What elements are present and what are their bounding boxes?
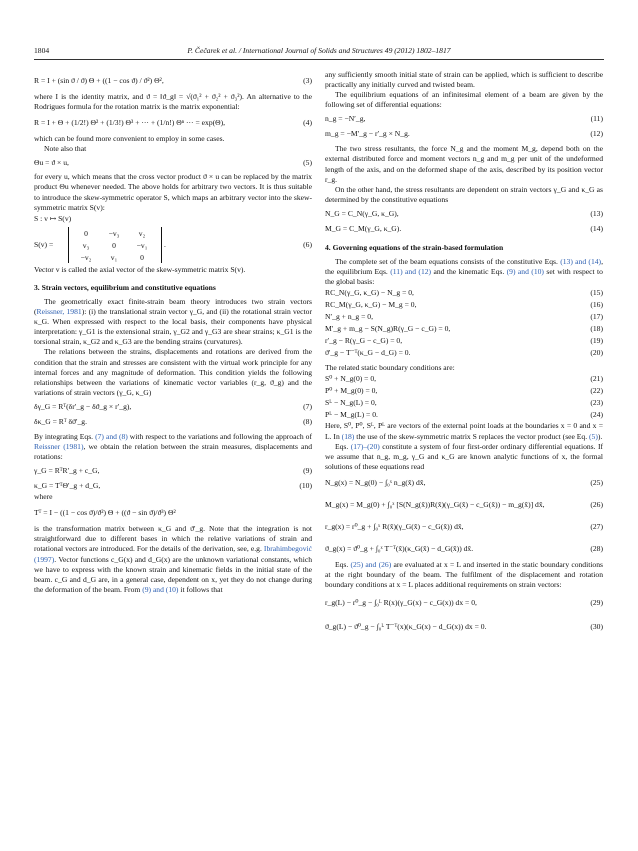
equation-7 bbox=[34, 398, 312, 416]
equation-expression: RC_M(γ_G, κ_G) − M_g = 0, bbox=[325, 300, 417, 310]
citation-link[interactable]: Reissner, 1981 bbox=[36, 307, 82, 317]
text: The geometrically exact finite-strain beam theory introduces two strain vectors ( bbox=[34, 296, 312, 317]
equation-expression: r_g(x) = r⁰_g + ∫₀ˣ R(x̃)(γ_G(x̃) − c_G(x̃)) dx̃, bbox=[325, 521, 464, 531]
equation-30 bbox=[325, 616, 603, 638]
paragraph: The related static boundary conditions are: bbox=[325, 363, 455, 373]
equation-25 bbox=[325, 472, 603, 494]
matrix-cell: 0 bbox=[140, 252, 144, 262]
equation-expression: M_g(x) = M_g(0) + ∫₀ˣ [S(N_g(x̃))R(x̃)(γ_G(x̃) − c_G(x̃)) − m_g(x̃)] dx̃, bbox=[325, 499, 545, 509]
equation-number: (3) bbox=[303, 76, 312, 85]
paragraph: On the other hand, the stress resultants are dependent on strain vectors γ_G and κ_G as determined by the constitutive equations bbox=[325, 184, 603, 204]
paragraph bbox=[34, 524, 312, 595]
matrix-cell: v₃ bbox=[82, 240, 90, 250]
equation-expression: S : v ↦ S(v) bbox=[34, 213, 72, 223]
equation-23 bbox=[325, 397, 603, 409]
equation-link[interactable]: (17)–(20) bbox=[350, 441, 380, 451]
text: , we obtain the relation between the strain measures, displacements and rotations: bbox=[34, 441, 313, 462]
citation-link[interactable]: Ibrahimbegović (1997) bbox=[34, 544, 312, 564]
equation-expression: P⁰ + M_g(0) = 0, bbox=[325, 386, 378, 396]
section-heading: 4. Governing equations of the strain-based formulation bbox=[325, 242, 504, 252]
equation-number: (26) bbox=[590, 499, 603, 509]
matrix-cell: −v₂ bbox=[80, 252, 92, 262]
equation-number: (15) bbox=[590, 288, 603, 298]
equation-number: (25) bbox=[590, 477, 603, 487]
equation-number: (17) bbox=[590, 312, 603, 322]
equation-expression: δγ_G = Rᵀ(δr′_g − δϑ_g × r′_g), bbox=[34, 401, 132, 411]
equation-18 bbox=[325, 323, 603, 335]
equation-link[interactable]: (9) and (10) bbox=[506, 267, 544, 277]
equation-28 bbox=[325, 538, 603, 560]
equation-expression: r′_g − R(γ_G − c_G) = 0, bbox=[325, 336, 403, 346]
equation-number: (30) bbox=[590, 622, 603, 632]
equation-expression: Sᴸ − N_g(L) = 0, bbox=[325, 398, 377, 408]
equation-21 bbox=[325, 373, 603, 385]
right-column bbox=[325, 70, 603, 638]
equation-link[interactable]: (9) and (10) bbox=[142, 584, 179, 594]
equation-expression: Pᴸ − M_g(L) = 0. bbox=[325, 410, 378, 420]
equation-expression: R = I + Θ + (1/2!) Θ² + (1/3!) Θ³ + ··· + (1/n!) Θⁿ ··· = exp(Θ), bbox=[34, 118, 226, 128]
equation-expression: κ_G = TᵀΘ′_g + d_G, bbox=[34, 481, 101, 491]
equation-link[interactable]: (7) and (8) bbox=[95, 431, 128, 441]
equation-number: (22) bbox=[590, 386, 603, 396]
equation-link[interactable]: (18) bbox=[341, 431, 355, 441]
paragraph bbox=[325, 560, 603, 590]
equation-17 bbox=[325, 311, 603, 323]
paragraph: where I is the identity matrix, and ϑ = ‖ϑ_g‖ = √(ϑ₁² + ϑ₂² + ϑ₃²). An alternative to the Rodrigues formula for the rotation matrix is the matrix exponential: bbox=[34, 92, 312, 112]
text: Here, S⁰, P⁰, Sᴸ, Pᴸ are vectors of the external point loads at the boundaries x = 0 and x = L. In bbox=[325, 421, 603, 441]
paragraph: for every u, which means that the cross vector product ϑ × u can be replaced by the matrix product Θu whenever needed. The above holds for arbitrary two vectors. It is thus suitable to introduce the skew-symmetric operator S, which maps an arbitrary vector into the skew-symmetric matrix S(v): bbox=[34, 172, 312, 212]
equation-15 bbox=[325, 287, 603, 299]
text: By integrating Eqs. bbox=[34, 431, 96, 441]
text: constitute a system of four first-order ordinary differential equations. If we assume that n_g, m_g, γ_G and κ_G are known analytic functions of x, the formal solutions of these equations read bbox=[325, 441, 603, 471]
equation-4 bbox=[34, 112, 312, 134]
text: set with respect to the global basis: bbox=[325, 267, 603, 287]
equation-number: (19) bbox=[590, 336, 603, 346]
equation-number: (29) bbox=[590, 598, 603, 608]
equation-number: (14) bbox=[590, 223, 603, 233]
equation-expression: ϑ′_g − T⁻ᵀ(κ_G − d_G) = 0. bbox=[325, 348, 411, 358]
equation-number: (7) bbox=[303, 401, 312, 411]
running-head: P. Čečarek et al. / International Journal of Solids and Structures 49 (2012) 1802–1817 bbox=[187, 46, 451, 55]
equation-number: (12) bbox=[590, 129, 603, 139]
equation-number: (27) bbox=[590, 521, 603, 531]
equation-number: (18) bbox=[590, 324, 603, 334]
equation-12 bbox=[325, 128, 603, 140]
text: it follows that bbox=[178, 584, 223, 594]
equation-expression: δκ_G = Rᵀ δϑ′_g. bbox=[34, 416, 87, 426]
paragraph bbox=[325, 257, 603, 287]
matrix-cell: v₁ bbox=[110, 252, 118, 262]
equation-24 bbox=[325, 409, 603, 421]
matrix-row bbox=[72, 228, 156, 240]
running-header bbox=[34, 46, 604, 60]
matrix-tail: . bbox=[164, 239, 166, 249]
equation-expression: RC_N(γ_G, κ_G) − N_g = 0, bbox=[325, 288, 414, 298]
paragraph bbox=[325, 442, 603, 472]
equation-number: (24) bbox=[590, 410, 603, 420]
text: are evaluated at x = L and inserted in the static boundary conditions at the right boundary of the beam. The fulfilment of the displacement and rotation boundary conditions at x = L places additional requirements on strain vectors: bbox=[325, 559, 603, 590]
equation-9 bbox=[34, 462, 312, 480]
equation-link[interactable]: (13) and (14) bbox=[560, 257, 602, 267]
equation-expression: N_G = C_N(γ_G, κ_G), bbox=[325, 208, 399, 218]
equation-expression: Tᵀ = I − ((1 − cos ϑ)/ϑ²) Θ + ((ϑ − sin ϑ)/ϑ³) Θ² bbox=[34, 508, 176, 518]
matrix-row bbox=[72, 252, 156, 264]
paragraph: which can be found more convenient to employ in some cases. bbox=[34, 134, 225, 144]
equation-expression: m_g = −M′_g − r′_g × N_g. bbox=[325, 129, 410, 139]
equation-8 bbox=[34, 416, 312, 428]
equation-expression: M_G = C_M(γ_G, κ_G). bbox=[325, 223, 402, 233]
text: is the transformation matrix between κ_G and ϑ′_g. Note that the integration is not straightforward due to different bases in which the relative variations of strain and rotational vectors are introduced. For the details of the derivation, see, e.g. bbox=[34, 524, 312, 554]
equation-expression: N′_g + n_g = 0, bbox=[325, 312, 373, 322]
text: The complete set of the beam equations consists of the constitutive Eqs. bbox=[335, 257, 561, 267]
paragraph: The relations between the strains, displacements and rotations are derived from the condition that the strain and stresses are consistent with the virtual work principle for any internal forces and any magnitude of deformation. This condition yields the following relationships between the variations of kinematic vector variables (r_g, ϑ_g) and the variations of strain vectors (γ_G, κ_G) bbox=[34, 347, 312, 397]
equation-20 bbox=[325, 347, 603, 359]
text: the use of the skew-symmetric matrix S replaces the vector product (see Eq. bbox=[354, 431, 590, 441]
matrix-label: S(v) = bbox=[34, 239, 54, 249]
equation-expression: N_g(x) = N_g(0) − ∫₀ˣ n_g(x̃) dx̃, bbox=[325, 477, 426, 487]
paragraph: any sufficiently smooth initial state of strain can be applied, which is sufficient to describe practically any initially curved and twisted beam. bbox=[325, 70, 603, 90]
paragraph: Note also that bbox=[44, 144, 87, 154]
equation-16 bbox=[325, 299, 603, 311]
equation-13 bbox=[325, 205, 603, 223]
matrix-row bbox=[72, 240, 156, 252]
equation-expression: M′_g + m_g − S(N_g)R(γ_G − c_G) = 0, bbox=[325, 324, 451, 334]
equation-number: (4) bbox=[303, 118, 312, 128]
equation-10 bbox=[34, 480, 312, 492]
equation-number: (8) bbox=[303, 416, 312, 426]
equation-19 bbox=[325, 335, 603, 347]
equation-29 bbox=[325, 590, 603, 616]
equation-6 bbox=[34, 225, 312, 265]
equation-expression: n_g = −N′_g, bbox=[325, 114, 366, 124]
text: Eqs. bbox=[335, 559, 351, 569]
equation-number: (6) bbox=[303, 239, 312, 249]
matrix-cell: 0 bbox=[84, 228, 88, 238]
left-column bbox=[34, 70, 312, 595]
equation-expression: R = I + (sin ϑ / ϑ) Θ + ((1 − cos ϑ) / ϑ²) Θ², bbox=[34, 76, 164, 85]
text: with respect to the variations and following the approach of bbox=[127, 431, 312, 441]
matrix-cell: 0 bbox=[112, 240, 116, 250]
equation-number: (11) bbox=[590, 114, 603, 124]
section-heading: 3. Strain vectors, equilibrium and constitutive equations bbox=[34, 282, 216, 292]
equation-number: (20) bbox=[590, 348, 603, 358]
equation-link[interactable]: (25) and (26) bbox=[350, 559, 392, 569]
equation-22 bbox=[325, 385, 603, 397]
paragraph: Vector v is called the axial vector of the skew-symmetric matrix S(v). bbox=[34, 264, 246, 274]
text: Eqs. bbox=[335, 441, 351, 451]
equation-number: (9) bbox=[303, 466, 312, 476]
equation-expression: Θu = ϑ × u, bbox=[34, 158, 69, 168]
paragraph bbox=[34, 432, 312, 462]
equation-14 bbox=[325, 223, 603, 235]
equation-number: (23) bbox=[590, 398, 603, 408]
page-number: 1804 bbox=[34, 46, 50, 55]
equation-expression: r_g(L) − r⁰_g − ∫₀ᴸ R(x)(γ_G(x) − c_G(x)) dx = 0, bbox=[325, 598, 477, 608]
equation-expression: ϑ_g(x) = ϑ⁰_g + ∫₀ˣ T⁻ᵀ(x̃)(κ_G(x̃) − d_G(x̃)) dx̃. bbox=[325, 543, 474, 553]
equation-number: (28) bbox=[590, 543, 603, 553]
skew-operator-map bbox=[34, 213, 312, 225]
equation-5 bbox=[34, 154, 312, 172]
text: . Vector functions c_G(x) and d_G(x) are the unknown variational constants, which we have to express with the known strain and kinematic fields in the initial state of the beam. c_G and d_G are, in a general case, dependent on x, yet they do not change during the deformation of the beam. From bbox=[34, 554, 312, 594]
equation-number: (21) bbox=[590, 374, 603, 384]
equation-26 bbox=[325, 494, 603, 516]
matrix-cell: v₂ bbox=[138, 228, 146, 238]
equation-number: (5) bbox=[303, 158, 312, 168]
paragraph bbox=[34, 297, 312, 347]
equation-link[interactable]: (11) and (12) bbox=[390, 267, 432, 277]
equation-transformation-matrix bbox=[34, 502, 312, 524]
paragraph: The equilibrium equations of an infinitesimal element of a beam are given by the following set of differential equations: bbox=[325, 90, 603, 110]
matrix-cell: −v₁ bbox=[136, 240, 148, 250]
equation-expression: ϑ_g(L) − ϑ⁰_g − ∫₀ᴸ T⁻ᵀ(x)(κ_G(x) − d_G(x)) dx = 0. bbox=[325, 622, 487, 632]
equation-27 bbox=[325, 516, 603, 538]
text: and the kinematic Eqs. bbox=[431, 267, 507, 277]
equation-number: (13) bbox=[590, 208, 603, 218]
text: , the equilibrium Eqs. bbox=[325, 257, 603, 277]
header-rule bbox=[34, 59, 604, 60]
text: ): (i) the translational strain vector γ_G, and (ii) the rotational strain vector κ_G. When expressed with respect to the local basis, their components have physical interpretation: γ_G1 is the extensional strain, γ_G2 and γ_G3 are shear strains; κ_G1 is the torsional strain, κ_G2 and κ_G3 are the bending strains (curvatures). bbox=[34, 307, 312, 347]
equation-number: (10) bbox=[299, 481, 312, 491]
citation-link[interactable]: Reissner (1981) bbox=[34, 441, 84, 451]
equation-number: (16) bbox=[590, 300, 603, 310]
paragraph: The two stress resultants, the force N_g and the moment M_g, depend both on the external distributed force and moment vectors n_g and m_g per unit of the undeformed length of the axis, and on the deformed shape of the axis, described by its position vector r_g. bbox=[325, 144, 603, 184]
paragraph: where bbox=[34, 492, 53, 502]
equation-expression: S⁰ + N_g(0) = 0, bbox=[325, 374, 377, 384]
paragraph bbox=[325, 421, 603, 441]
equation-3 bbox=[34, 70, 312, 92]
matrix-cell: −v₃ bbox=[108, 228, 120, 238]
equation-link[interactable]: (5) bbox=[589, 431, 598, 441]
equation-11 bbox=[325, 110, 603, 128]
text: ). bbox=[597, 431, 603, 441]
equation-expression: γ_G = RᵀR′_g + c_G, bbox=[34, 466, 100, 476]
